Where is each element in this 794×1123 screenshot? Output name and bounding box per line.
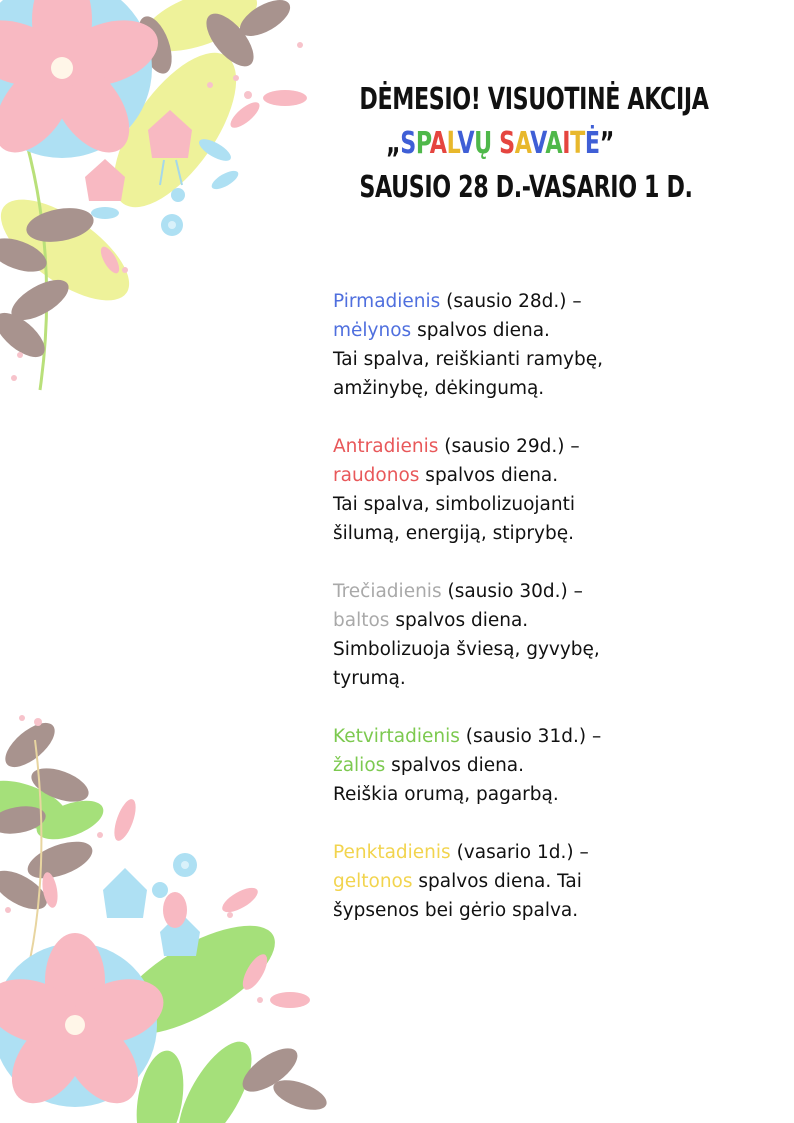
day-block [333, 577, 693, 693]
title-letter: A [514, 126, 531, 161]
day-block [333, 722, 693, 809]
title-letter: T [570, 126, 585, 161]
day-heading-line [333, 432, 693, 461]
description-line: amžinybę, dėkingumą. [333, 378, 545, 399]
title-line-1: DĖMESIO! VISUOTINĖ AKCIJA [359, 82, 709, 117]
title-letter: S [400, 126, 416, 161]
color-word: geltonos [333, 871, 413, 892]
color-word: baltos [333, 610, 390, 631]
title-rainbow-word [400, 126, 599, 161]
description-line: Reiškia orumą, pagarbą. [333, 784, 559, 805]
color-day-line [333, 867, 693, 896]
title-letter: P [415, 126, 430, 161]
title-line-2 [359, 122, 640, 166]
description-line: šypsenos bei gėrio spalva. [333, 900, 579, 921]
day-schedule [333, 287, 693, 954]
day-heading-line [333, 577, 693, 606]
floral-decoration-top [0, 0, 320, 400]
description-line: Tai spalva, reiškianti ramybę, [333, 349, 603, 370]
day-name: Trečiadienis [333, 581, 442, 602]
day-date: (vasario 1d.) – [450, 842, 589, 863]
description-line: tyrumą. [333, 668, 406, 689]
day-date: (sausio 31d.) – [459, 726, 602, 747]
announcement-title [310, 78, 709, 210]
title-letter: L [446, 126, 458, 161]
color-word: žalios [333, 755, 386, 776]
color-day-line [333, 316, 693, 345]
title-letter: Ų [474, 126, 492, 161]
color-day-line [333, 461, 693, 490]
title-line-3: SAUSIO 28 D.-VASARIO 1 D. [359, 170, 693, 205]
color-day-text: spalvos diena. [389, 610, 529, 631]
day-name: Penktadienis [333, 842, 451, 863]
day-name: Pirmadienis [333, 291, 441, 312]
description-line: šilumą, energiją, stiprybę. [333, 523, 574, 544]
title-quote-close: ” [599, 126, 614, 161]
day-heading-line [333, 838, 693, 867]
description-line: Simbolizuoja šviesą, gyvybę, [333, 639, 600, 660]
title-letter [492, 126, 499, 161]
day-name: Antradienis [333, 436, 439, 457]
day-block [333, 287, 693, 403]
day-date: (sausio 30d.) – [441, 581, 583, 602]
title-quote-open: „ [386, 126, 401, 161]
color-day-line [333, 606, 693, 635]
day-heading-line [333, 722, 693, 751]
color-word: mėlynos [333, 320, 412, 341]
day-block [333, 838, 693, 925]
day-date: (sausio 28d.) – [440, 291, 582, 312]
color-word: raudonos [333, 465, 420, 486]
title-letter: V [530, 126, 546, 161]
color-day-text: spalvos diena. [385, 755, 525, 776]
title-letter: Ė [584, 126, 600, 161]
title-letter: A [429, 126, 447, 161]
color-day-line [333, 751, 693, 780]
title-letter: S [499, 126, 515, 161]
color-day-text: spalvos diena. [419, 465, 559, 486]
title-letter: I [562, 126, 571, 161]
day-name: Ketvirtadienis [333, 726, 460, 747]
color-day-text: spalvos diena. [411, 320, 550, 341]
day-heading-line [333, 287, 693, 316]
color-day-text: spalvos diena. Tai [412, 871, 582, 892]
title-letter: A [545, 126, 563, 161]
day-block [333, 432, 693, 548]
description-line: Tai spalva, simbolizuojanti [333, 494, 575, 515]
title-letter: V [457, 126, 475, 161]
floral-decoration-bottom [0, 700, 330, 1123]
day-date: (sausio 29d.) – [438, 436, 580, 457]
